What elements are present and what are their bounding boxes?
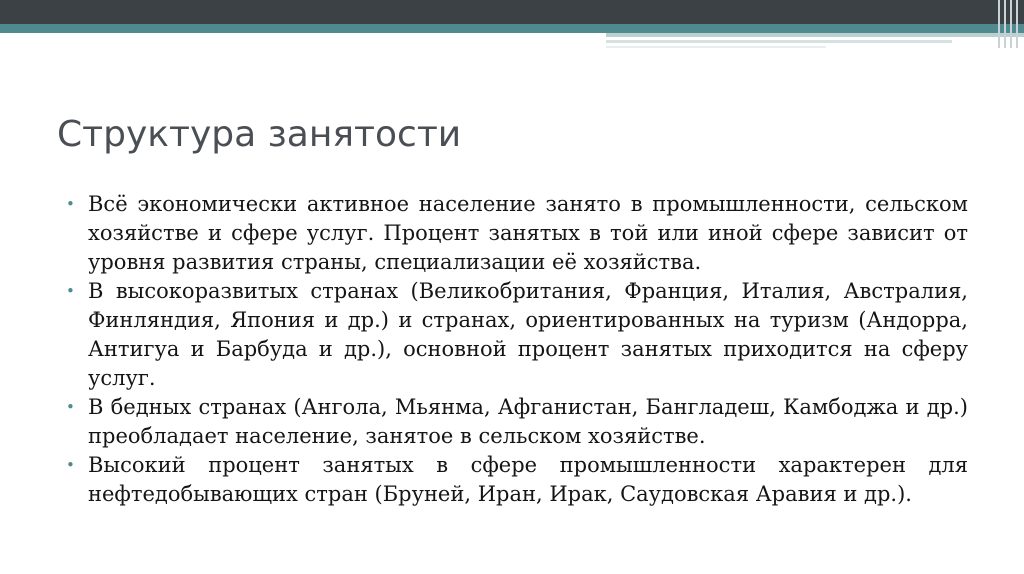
bullet-text: Высокий процент занятых в сфере промышленности характерен для нефтедобывающих стран (Бруней, Иран, Ирак, Саудовская Аравия и др.).	[88, 453, 968, 506]
header-teal-band	[0, 24, 1024, 33]
bullet-item	[66, 277, 968, 393]
slide-title: Структура занятости	[57, 114, 462, 155]
bullet-icon: •	[66, 282, 75, 300]
header-accent-line	[606, 33, 1024, 37]
bullet-item	[66, 190, 968, 277]
bullet-icon: •	[66, 456, 75, 474]
bullet-text: Всё экономически активное население занято в промышленности, сельском хозяйстве и сфере услуг. Процент занятых в той или иной сфере зависит от уровня развития страны, специализации её хозяйства.	[88, 192, 968, 274]
header-dark-band	[0, 0, 1024, 24]
header-accent-line	[606, 46, 826, 48]
header-stripes	[994, 0, 1024, 48]
bullet-item	[66, 451, 968, 509]
bullet-item	[66, 393, 968, 451]
bullet-icon: •	[66, 398, 75, 416]
header-accent-line	[606, 40, 952, 43]
bullet-text: В высокоразвитых странах (Великобритания, Франция, Италия, Австралия, Финляндия, Япония и др.) и странах, ориентированных на туризм (Андорра, Антигуа и Барбуда и др.), основной процент занятых приходится на сферу услуг.	[88, 279, 968, 390]
bullet-text: В бедных странах (Ангола, Мьянма, Афганистан, Бангладеш, Камбоджа и др.) преобладает население, занятое в сельском хозяйстве.	[88, 395, 968, 448]
bullet-list	[66, 190, 968, 509]
bullet-icon: •	[66, 195, 75, 213]
